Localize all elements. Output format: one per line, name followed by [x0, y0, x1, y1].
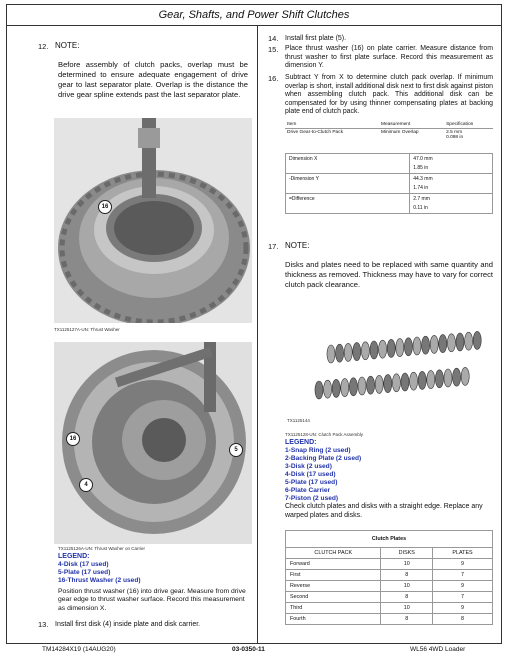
clutch-ring — [447, 334, 455, 352]
dim-label: Dimension X — [286, 154, 410, 174]
left-legend — [58, 553, 141, 585]
clutch-ring — [336, 344, 344, 362]
clutch-ring — [456, 333, 464, 351]
callout-5-photo2: 5 — [229, 443, 243, 457]
clutch-plates-table — [285, 530, 493, 625]
clutch-ring — [344, 343, 352, 361]
table-row — [286, 570, 493, 581]
clutch-ring — [392, 374, 400, 392]
spec-header: Measurement — [380, 122, 411, 127]
legend-item: 5-Plate (17 used) — [58, 569, 111, 576]
legend-item: 16-Thrust Washer (2 used) — [58, 577, 141, 584]
step-13-number: 13. — [38, 620, 49, 629]
exploded-caption: TX1125128-UN: Clutch Pack Assembly — [285, 432, 363, 437]
footer-page-number: 03-0350-11 — [232, 646, 265, 653]
clutch-col-header: PLATES — [433, 548, 493, 559]
clutch-ring — [435, 370, 443, 388]
table-row — [286, 581, 493, 592]
dim-value — [410, 194, 493, 214]
spec-header: Item — [287, 122, 297, 127]
legend-item: 6-Plate Carrier — [285, 487, 331, 494]
table-row — [286, 592, 493, 603]
step-12-number: 12. — [38, 42, 49, 51]
step-16-text: Subtract Y from X to determine clutch pack overlap. If minimum overlap is short, install additional disk next to first disk against piston when assembling clutch pack. This additional disk can be compensated for by using thinner compensating plates at backing plate end of clutch pack. — [285, 74, 493, 116]
clutch-cell: 8 — [433, 614, 493, 625]
step-17-number: 17. — [268, 242, 279, 251]
clutch-ring — [444, 369, 452, 387]
clutch-ring — [332, 379, 340, 397]
clutch-ring — [439, 335, 447, 353]
clutch-cell: 10 — [381, 581, 433, 592]
clutch-ring — [353, 343, 361, 361]
dim-value — [410, 154, 493, 174]
legend-item: 3-Disk (2 used) — [285, 463, 332, 470]
legend-item: 4-Disk (17 used) — [58, 561, 109, 568]
clutch-col-header: DISKS — [381, 548, 433, 559]
clutch-ring — [473, 331, 481, 349]
photo2-caption: TX1125126A-UN: Thrust Washer on Carrier — [58, 546, 145, 551]
overlap-spec-table — [285, 121, 493, 141]
clutch-cell: 8 — [381, 592, 433, 603]
clutch-cell: 7 — [433, 570, 493, 581]
clutch-ring — [375, 375, 383, 393]
photo1-caption: TX1125127A-UN: Thrust Washer — [54, 327, 120, 332]
step-12-note-label: NOTE: — [55, 41, 80, 50]
clutch-table-title: Clutch Plates — [286, 531, 493, 548]
spec-cell: Minimum Overlap — [380, 130, 419, 135]
table-row — [286, 559, 493, 570]
clutch-cell: First — [286, 570, 381, 581]
clutch-cell: Fourth — [286, 614, 381, 625]
step-14-number: 14. — [268, 34, 279, 43]
clutch-cell: 9 — [433, 559, 493, 570]
clutch-ring — [387, 339, 395, 357]
clutch-ring — [465, 332, 473, 350]
clutch-ring — [379, 340, 387, 358]
clutch-ring — [418, 371, 426, 389]
clutch-ring — [461, 367, 469, 385]
clutch-cell: Second — [286, 592, 381, 603]
dim-value-in: 1.85 in — [413, 165, 429, 171]
dim-value-mm: 2.7 mm — [413, 196, 430, 202]
legend-item: 1-Snap Ring (2 used) — [285, 447, 351, 454]
dim-value-mm: 44.3 mm — [413, 176, 433, 182]
check-plates-text: Check clutch plates and disks with a straight edge. Replace any warped plates and disks. — [285, 503, 483, 519]
legend-item: 2-Backing Plate (2 used) — [285, 455, 362, 462]
position-instruction: Position thrust washer (16) into drive gear. Measure from drive gear edge to thrust washer surface. Record this measurement as dimension X. — [58, 588, 246, 612]
step-16-number: 16. — [268, 74, 279, 83]
legend-item: 4-Disk (17 used) — [285, 471, 336, 478]
clutch-col-header: CLUTCH PACK — [286, 548, 381, 559]
table-row — [286, 614, 493, 625]
clutch-cell: 10 — [381, 603, 433, 614]
footer-model: WL56 4WD Loader — [410, 646, 466, 653]
table-row — [286, 603, 493, 614]
clutch-cell: Third — [286, 603, 381, 614]
clutch-ring — [341, 379, 349, 397]
left-legend-title: LEGEND: — [58, 553, 90, 560]
thrust-washer-on-carrier-photo — [54, 342, 252, 544]
spec-value-in: 0.098 in — [446, 135, 464, 140]
clutch-ring — [327, 345, 335, 363]
clutch-ring — [396, 339, 404, 357]
table-row — [286, 194, 493, 214]
clutch-cell: 7 — [433, 592, 493, 603]
thrust-washer-photo — [54, 118, 252, 323]
clutch-ring — [453, 368, 461, 386]
dim-value — [410, 174, 493, 194]
callout-16-photo1: 16 — [98, 200, 112, 214]
spec-value-mm: 2.5 mm — [446, 130, 463, 135]
spec-cell — [444, 129, 493, 142]
clutch-ring — [413, 337, 421, 355]
clutch-cell: 9 — [433, 581, 493, 592]
dimension-table — [285, 153, 493, 214]
dim-label: =Difference — [286, 194, 410, 214]
legend-item: 5-Plate (17 used) — [285, 479, 338, 486]
dim-value-in: 0.11 in — [413, 205, 428, 211]
step-17-note-label: NOTE: — [285, 241, 310, 250]
clutch-ring — [361, 342, 369, 360]
clutch-cell: 10 — [381, 559, 433, 570]
clutch-cell: 9 — [433, 603, 493, 614]
clutch-ring — [315, 381, 323, 399]
clutch-ring — [349, 378, 357, 396]
spec-header: Specification — [446, 122, 474, 127]
clutch-ring — [370, 341, 378, 359]
clutch-ring — [404, 338, 412, 356]
clutch-ring — [358, 377, 366, 395]
right-legend-title: LEGEND: — [285, 439, 317, 446]
clutch-ring — [324, 380, 332, 398]
dim-value-in: 1.74 in — [413, 185, 429, 191]
column-divider — [257, 26, 258, 644]
table-row — [286, 154, 493, 174]
table-row — [285, 121, 493, 129]
clutch-pack-exploded-view — [285, 316, 495, 412]
clutch-cell: 8 — [381, 570, 433, 581]
clutch-cell: 8 — [381, 614, 433, 625]
spec-cell: Drive Gear-to-Clutch Pack — [287, 130, 343, 135]
table-row — [286, 548, 493, 559]
clutch-cell: Reverse — [286, 581, 381, 592]
callout-4-photo2: 4 — [79, 478, 93, 492]
clutch-ring — [384, 375, 392, 393]
clutch-ring — [367, 376, 375, 394]
table-row — [286, 174, 493, 194]
page-header: Gear, Shafts, and Power Shift Clutches — [6, 4, 502, 26]
table-row — [286, 531, 493, 548]
clutch-ring — [410, 372, 418, 390]
table-row — [285, 129, 493, 142]
step-14-text: Install first plate (5). — [285, 35, 347, 42]
step-15-number: 15. — [268, 45, 279, 54]
legend-item: 7-Piston (2 used) — [285, 495, 339, 502]
callout-16-photo2: 16 — [66, 432, 80, 446]
step-13-text: Install first disk (4) inside plate and disk carrier. — [55, 621, 201, 628]
dim-label: -Dimension Y — [286, 174, 410, 194]
clutch-ring — [422, 336, 430, 354]
right-legend — [285, 439, 361, 503]
clutch-ring — [430, 335, 438, 353]
exploded-small-id: TX1125144 — [287, 418, 310, 423]
clutch-ring — [401, 373, 409, 391]
clutch-cell: Forward — [286, 559, 381, 570]
dim-value-mm: 47.0 mm — [413, 156, 433, 162]
footer-doc-id: TM14284X19 (14AUG20) — [42, 646, 116, 653]
clutch-ring — [427, 371, 435, 389]
step-17-note-body: Disks and plates need to be replaced with same quantity and thickness as removed. Thickness may have to vary for correct clutch pack clearance. — [285, 260, 493, 289]
step-15-text: Place thrust washer (16) on plate carrier. Measure distance from thrust washer to first plate surface. Record this measurement as dimension Y. — [285, 45, 493, 70]
step-12-note-body: Before assembly of clutch packs, overlap must be determined to ensure adequate engagement of drive gear to last separator plate. Overlap is the distance the drive gear spline extends past the last separator plate. — [58, 60, 248, 99]
